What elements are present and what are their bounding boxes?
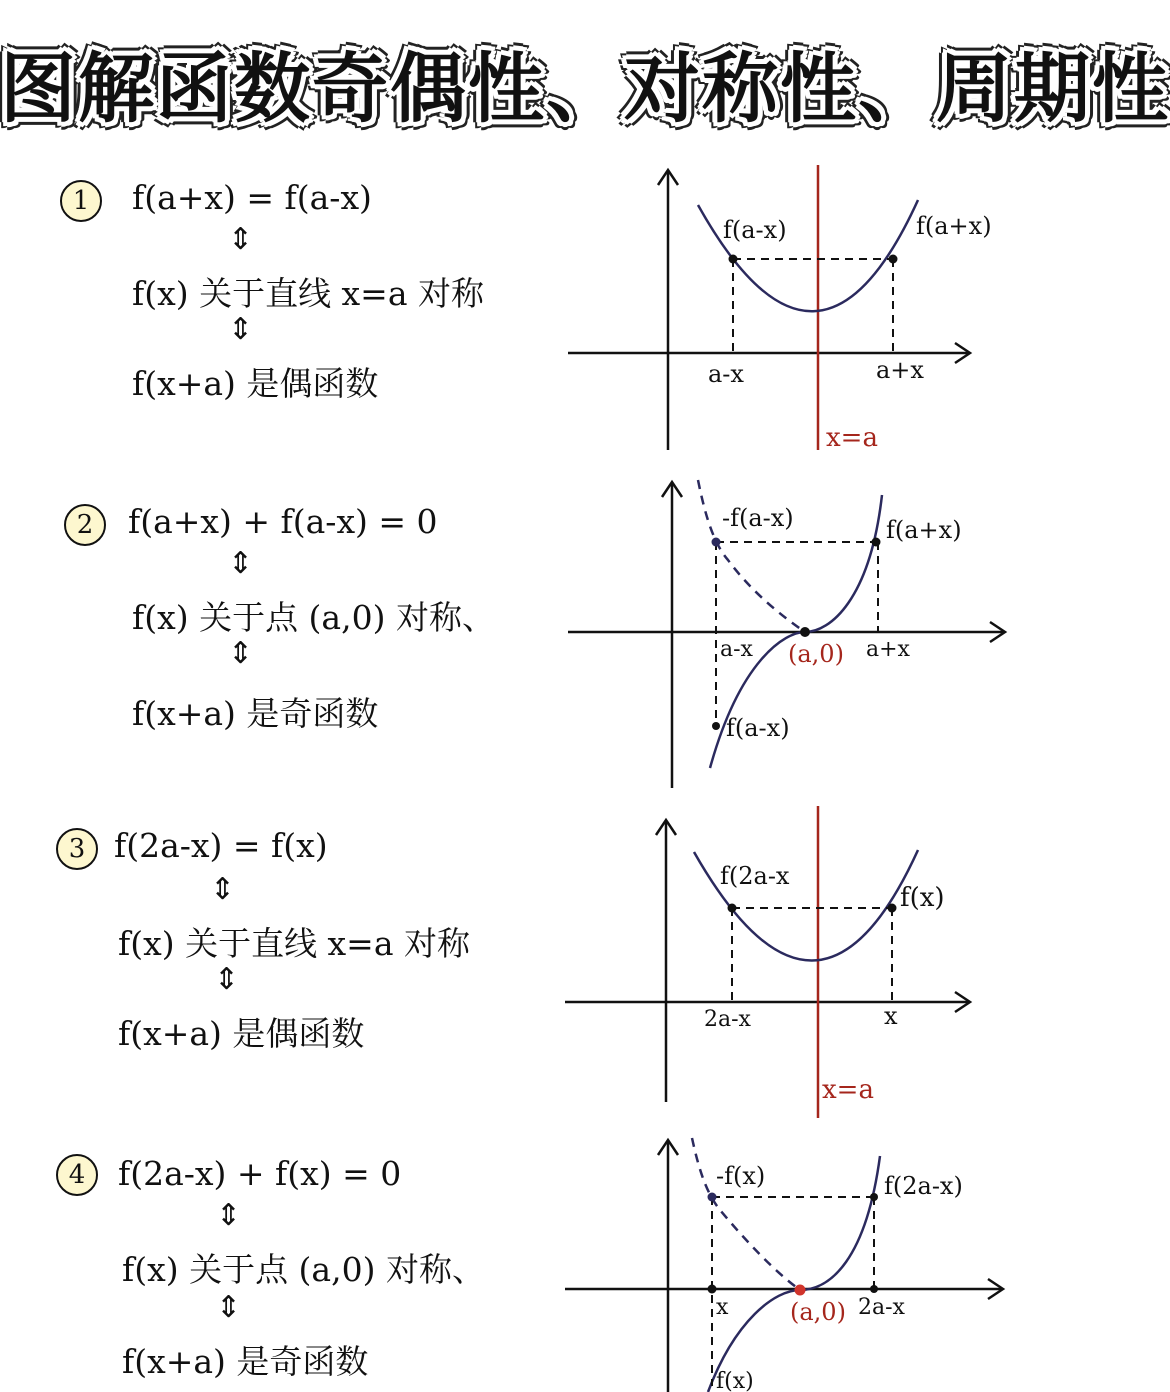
equivalence-arrow-icon: ⇕ <box>216 1198 242 1233</box>
equivalence-arrow-icon: ⇕ <box>216 1290 242 1325</box>
condition-formula: f(2a-x) + f(x) = 0 <box>118 1154 402 1193</box>
odd-curve <box>708 1156 880 1392</box>
tick-label: 2a-x <box>858 1295 905 1320</box>
section-number: 4 <box>56 1154 98 1196</box>
page-title: 图解函数奇偶性、对称性、周期性 <box>0 44 1170 133</box>
section-number: 2 <box>64 504 106 546</box>
section-number: 3 <box>56 828 98 870</box>
section-number: 1 <box>60 180 102 222</box>
point-label: f(x) <box>716 1369 754 1392</box>
tick-label: a+x <box>866 637 910 662</box>
point-label: f(2a-x) <box>884 1172 963 1200</box>
equivalence-arrow-icon: ⇕ <box>214 962 240 997</box>
tick-label: a-x <box>708 360 744 388</box>
reflected-curve <box>692 1138 800 1290</box>
point-label: -f(a-x) <box>722 504 794 532</box>
parity-conclusion: f(x+a) 是偶函数 <box>132 364 379 403</box>
center-point <box>795 1285 806 1296</box>
point-label: f(a+x) <box>886 516 962 544</box>
point-label: f(2a-x <box>720 862 790 890</box>
tick-label: a+x <box>876 356 924 384</box>
point-label: f(a+x) <box>916 212 992 240</box>
y-axis <box>658 1140 678 1392</box>
point-label: f(a-x) <box>726 714 790 742</box>
tick-label: 2a-x <box>704 1007 751 1032</box>
condition-formula: f(a+x) + f(a-x) = 0 <box>128 502 438 541</box>
symmetry-line-label: x=a <box>822 1075 874 1105</box>
tick-label: x <box>884 1002 898 1030</box>
point-label: f(a-x) <box>723 216 787 244</box>
equivalence-arrow-icon: ⇕ <box>228 636 254 671</box>
curve-point <box>870 1193 878 1201</box>
parity-conclusion: f(x+a) 是偶函数 <box>118 1014 365 1053</box>
symmetry-property: f(x) 关于直线 x=a 对称 <box>118 924 470 963</box>
parity-conclusion: f(x+a) 是奇函数 <box>122 1342 369 1381</box>
axis-point <box>708 1285 717 1294</box>
curve-point <box>708 1193 717 1202</box>
symmetry-property: f(x) 关于直线 x=a 对称 <box>132 274 484 313</box>
x-axis <box>565 1279 1003 1299</box>
tick-label: a-x <box>720 637 753 662</box>
equivalence-arrow-icon: ⇕ <box>228 546 254 581</box>
equivalence-arrow-icon: ⇕ <box>228 222 254 257</box>
condition-formula: f(2a-x) = f(x) <box>114 826 328 865</box>
axis-point <box>870 1285 878 1293</box>
point-label: f(x) <box>900 883 945 913</box>
center-label: (a,0) <box>788 640 844 668</box>
symmetry-property: f(x) 关于点 (a,0) 对称、 <box>122 1250 485 1289</box>
point-label: -f(x) <box>716 1162 766 1190</box>
condition-formula: f(a+x) = f(a-x) <box>132 178 372 217</box>
center-label: (a,0) <box>790 1298 846 1326</box>
symmetry-property: f(x) 关于点 (a,0) 对称、 <box>132 598 495 637</box>
parity-conclusion: f(x+a) 是奇函数 <box>132 694 379 733</box>
equivalence-arrow-icon: ⇕ <box>210 872 236 907</box>
symmetry-line-label: x=a <box>826 423 878 453</box>
equivalence-arrow-icon: ⇕ <box>228 312 254 347</box>
tick-label: x <box>716 1295 729 1320</box>
